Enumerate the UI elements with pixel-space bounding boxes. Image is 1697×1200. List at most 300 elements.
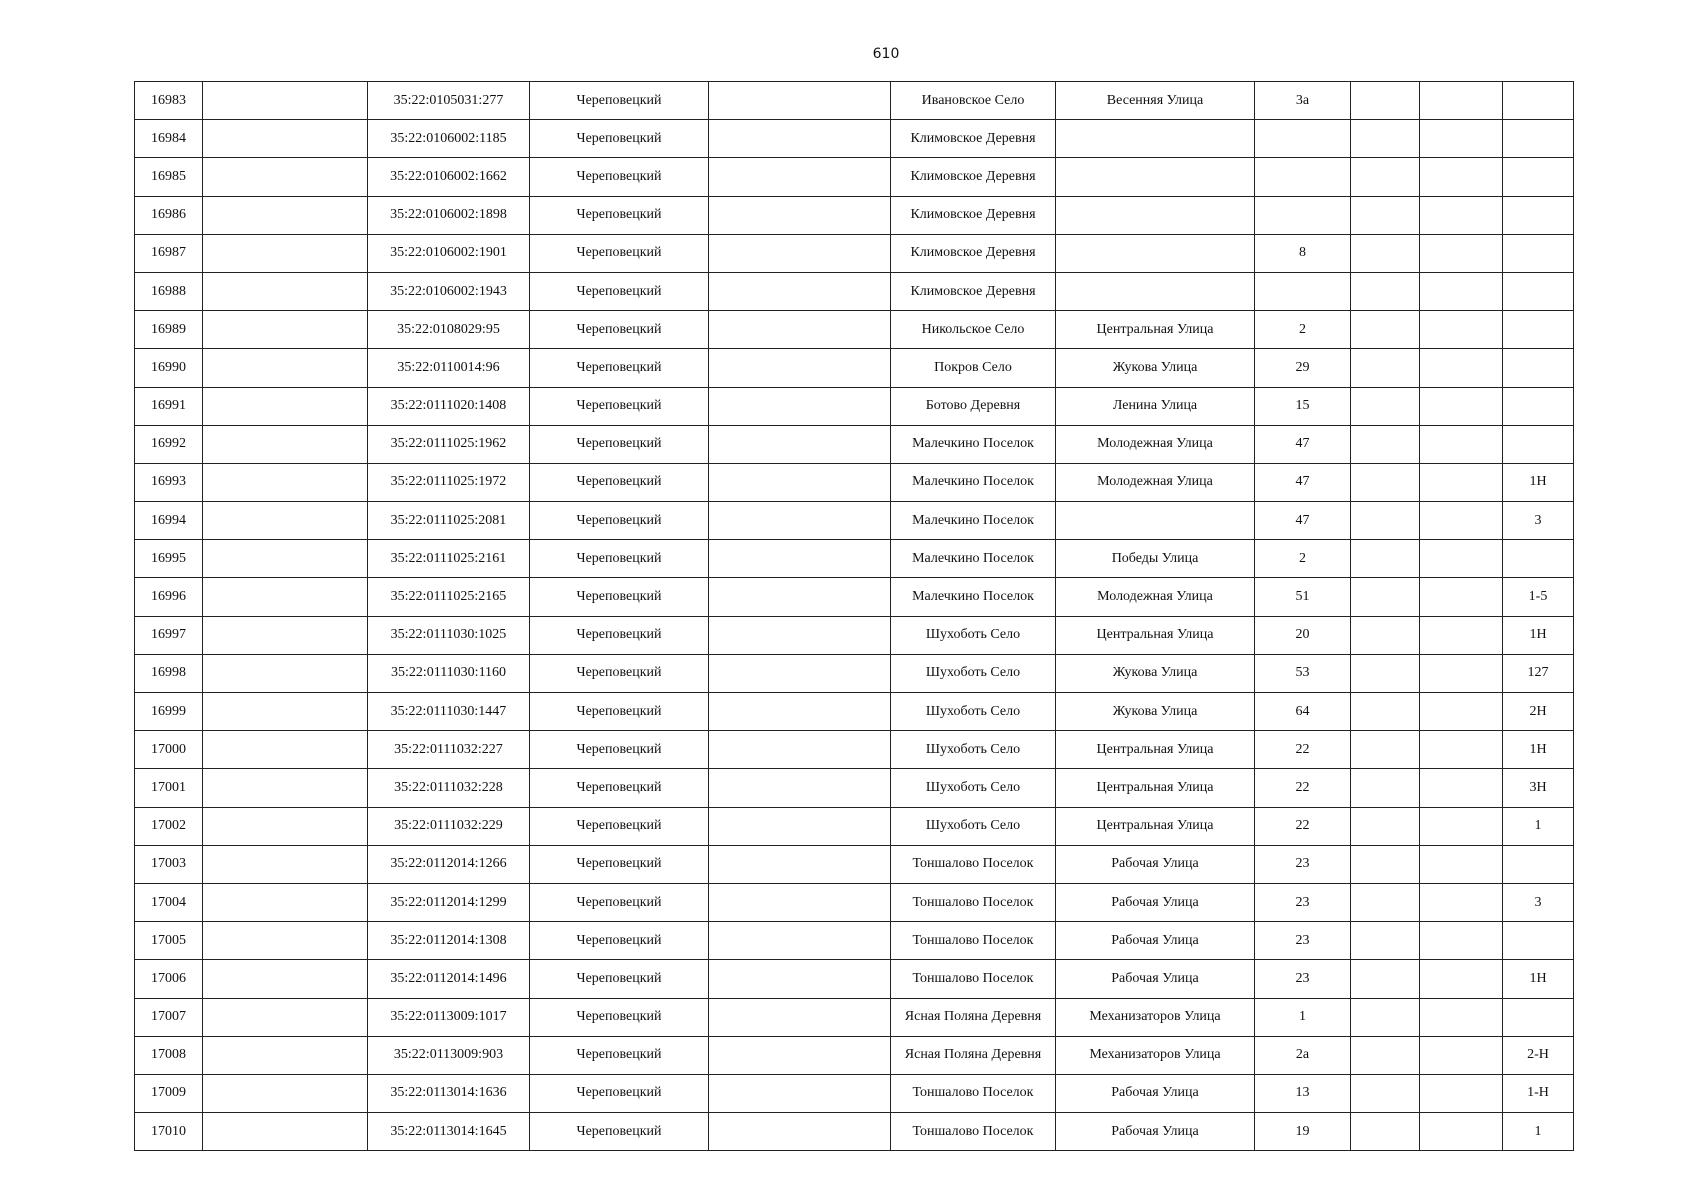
empty-cell: [1351, 540, 1420, 578]
house-number: 51: [1255, 578, 1351, 616]
settlement: Ясная Поляна Деревня: [891, 998, 1056, 1036]
empty-cell: [203, 540, 368, 578]
empty-cell: [203, 349, 368, 387]
table-row: [135, 654, 1574, 692]
empty-cell: [203, 196, 368, 234]
street: Победы Улица: [1056, 540, 1255, 578]
settlement: Тоншалово Поселок: [891, 960, 1056, 998]
empty-cell: [1351, 693, 1420, 731]
street: Механизаторов Улица: [1056, 1036, 1255, 1074]
row-number: 16992: [135, 425, 203, 463]
table-row: [135, 120, 1574, 158]
empty-cell: [1351, 82, 1420, 120]
empty-cell: [709, 883, 891, 921]
house-number: 2: [1255, 311, 1351, 349]
table-row: [135, 272, 1574, 310]
row-number: 16986: [135, 196, 203, 234]
settlement: Ивановское Село: [891, 82, 1056, 120]
empty-cell: [709, 272, 891, 310]
unit-number: [1503, 272, 1574, 310]
settlement: Шухоботь Село: [891, 654, 1056, 692]
empty-cell: [1351, 769, 1420, 807]
settlement: Шухоботь Село: [891, 693, 1056, 731]
street: Рабочая Улица: [1056, 1074, 1255, 1112]
table-row: [135, 540, 1574, 578]
row-number: 16991: [135, 387, 203, 425]
empty-cell: [1420, 845, 1503, 883]
house-number: 53: [1255, 654, 1351, 692]
empty-cell: [1351, 654, 1420, 692]
unit-number: [1503, 120, 1574, 158]
house-number: 47: [1255, 425, 1351, 463]
empty-cell: [1420, 1074, 1503, 1112]
house-number: 23: [1255, 845, 1351, 883]
empty-cell: [1351, 807, 1420, 845]
settlement: Ботово Деревня: [891, 387, 1056, 425]
unit-number: [1503, 387, 1574, 425]
cadastral-number: 35:22:0111025:1962: [368, 425, 530, 463]
empty-cell: [1420, 311, 1503, 349]
row-number: 16996: [135, 578, 203, 616]
district: Череповецкий: [530, 883, 709, 921]
district: Череповецкий: [530, 769, 709, 807]
empty-cell: [1420, 1036, 1503, 1074]
row-number: 17001: [135, 769, 203, 807]
cadastral-number: 35:22:0112014:1496: [368, 960, 530, 998]
empty-cell: [709, 463, 891, 501]
empty-cell: [709, 1113, 891, 1151]
cadastral-number: 35:22:0105031:277: [368, 82, 530, 120]
empty-cell: [1420, 731, 1503, 769]
table-row: [135, 845, 1574, 883]
table-row: [135, 1074, 1574, 1112]
row-number: 16999: [135, 693, 203, 731]
settlement: Тоншалово Поселок: [891, 845, 1056, 883]
district: Череповецкий: [530, 387, 709, 425]
unit-number: [1503, 845, 1574, 883]
empty-cell: [709, 196, 891, 234]
settlement: Климовское Деревня: [891, 120, 1056, 158]
empty-cell: [203, 234, 368, 272]
unit-number: 1Н: [1503, 616, 1574, 654]
cadastral-number: 35:22:0110014:96: [368, 349, 530, 387]
district: Череповецкий: [530, 272, 709, 310]
empty-cell: [203, 158, 368, 196]
empty-cell: [1420, 349, 1503, 387]
row-number: 17010: [135, 1113, 203, 1151]
unit-number: [1503, 922, 1574, 960]
settlement: Тоншалово Поселок: [891, 1074, 1056, 1112]
empty-cell: [1420, 540, 1503, 578]
unit-number: 127: [1503, 654, 1574, 692]
district: Череповецкий: [530, 845, 709, 883]
settlement: Ясная Поляна Деревня: [891, 1036, 1056, 1074]
empty-cell: [1420, 272, 1503, 310]
table-row: [135, 998, 1574, 1036]
table-row: [135, 883, 1574, 921]
empty-cell: [203, 387, 368, 425]
cadastral-number: 35:22:0106002:1943: [368, 272, 530, 310]
table-row: [135, 922, 1574, 960]
cadastral-number: 35:22:0106002:1662: [368, 158, 530, 196]
street: Механизаторов Улица: [1056, 998, 1255, 1036]
cadastral-number: 35:22:0111030:1025: [368, 616, 530, 654]
district: Череповецкий: [530, 654, 709, 692]
row-number: 17009: [135, 1074, 203, 1112]
empty-cell: [203, 922, 368, 960]
district: Череповецкий: [530, 807, 709, 845]
empty-cell: [203, 960, 368, 998]
street: [1056, 272, 1255, 310]
settlement: Никольское Село: [891, 311, 1056, 349]
empty-cell: [1420, 654, 1503, 692]
row-number: 17004: [135, 883, 203, 921]
house-number: 15: [1255, 387, 1351, 425]
unit-number: [1503, 540, 1574, 578]
street: Жукова Улица: [1056, 693, 1255, 731]
empty-cell: [1420, 387, 1503, 425]
cadastral-number: 35:22:0112014:1299: [368, 883, 530, 921]
house-number: 22: [1255, 769, 1351, 807]
empty-cell: [709, 82, 891, 120]
empty-cell: [1420, 463, 1503, 501]
cadastral-number: 35:22:0111025:1972: [368, 463, 530, 501]
table-row: [135, 311, 1574, 349]
cadastral-number: 35:22:0111025:2165: [368, 578, 530, 616]
table-row: [135, 731, 1574, 769]
row-number: 17006: [135, 960, 203, 998]
table-row: [135, 502, 1574, 540]
empty-cell: [1351, 349, 1420, 387]
empty-cell: [203, 425, 368, 463]
street: Жукова Улица: [1056, 654, 1255, 692]
house-number: [1255, 158, 1351, 196]
district: Череповецкий: [530, 1036, 709, 1074]
unit-number: [1503, 158, 1574, 196]
settlement: Малечкино Поселок: [891, 463, 1056, 501]
empty-cell: [1420, 883, 1503, 921]
settlement: Шухоботь Село: [891, 807, 1056, 845]
unit-number: [1503, 425, 1574, 463]
street: Ленина Улица: [1056, 387, 1255, 425]
row-number: 16994: [135, 502, 203, 540]
house-number: 47: [1255, 502, 1351, 540]
empty-cell: [709, 807, 891, 845]
empty-cell: [203, 1036, 368, 1074]
settlement: Шухоботь Село: [891, 731, 1056, 769]
unit-number: 1-5: [1503, 578, 1574, 616]
house-number: 22: [1255, 731, 1351, 769]
empty-cell: [1351, 234, 1420, 272]
unit-number: 1: [1503, 807, 1574, 845]
empty-cell: [1351, 1113, 1420, 1151]
table-row: [135, 196, 1574, 234]
house-number: 22: [1255, 807, 1351, 845]
empty-cell: [709, 158, 891, 196]
street: Центральная Улица: [1056, 769, 1255, 807]
district: Череповецкий: [530, 960, 709, 998]
empty-cell: [203, 1074, 368, 1112]
empty-cell: [1351, 196, 1420, 234]
empty-cell: [709, 311, 891, 349]
row-number: 16983: [135, 82, 203, 120]
row-number: 17003: [135, 845, 203, 883]
unit-number: 1: [1503, 1113, 1574, 1151]
cadastral-number: 35:22:0106002:1185: [368, 120, 530, 158]
unit-number: 2-Н: [1503, 1036, 1574, 1074]
row-number: 16987: [135, 234, 203, 272]
empty-cell: [709, 1074, 891, 1112]
house-number: 29: [1255, 349, 1351, 387]
empty-cell: [709, 425, 891, 463]
unit-number: [1503, 82, 1574, 120]
house-number: [1255, 196, 1351, 234]
empty-cell: [709, 769, 891, 807]
street: Рабочая Улица: [1056, 960, 1255, 998]
house-number: 23: [1255, 883, 1351, 921]
empty-cell: [709, 1036, 891, 1074]
row-number: 16984: [135, 120, 203, 158]
district: Череповецкий: [530, 311, 709, 349]
empty-cell: [709, 731, 891, 769]
district: Череповецкий: [530, 196, 709, 234]
unit-number: 2Н: [1503, 693, 1574, 731]
district: Череповецкий: [530, 425, 709, 463]
settlement: Климовское Деревня: [891, 158, 1056, 196]
street: Молодежная Улица: [1056, 425, 1255, 463]
row-number: 16995: [135, 540, 203, 578]
empty-cell: [1351, 120, 1420, 158]
cadastral-number: 35:22:0106002:1901: [368, 234, 530, 272]
street: Молодежная Улица: [1056, 578, 1255, 616]
empty-cell: [203, 502, 368, 540]
street: Рабочая Улица: [1056, 883, 1255, 921]
house-number: 47: [1255, 463, 1351, 501]
district: Череповецкий: [530, 82, 709, 120]
district: Череповецкий: [530, 158, 709, 196]
empty-cell: [1420, 616, 1503, 654]
empty-cell: [203, 311, 368, 349]
empty-cell: [709, 349, 891, 387]
empty-cell: [203, 1113, 368, 1151]
row-number: 16997: [135, 616, 203, 654]
street: [1056, 120, 1255, 158]
row-number: 16985: [135, 158, 203, 196]
house-number: 64: [1255, 693, 1351, 731]
settlement: Шухоботь Село: [891, 769, 1056, 807]
district: Череповецкий: [530, 616, 709, 654]
row-number: 17005: [135, 922, 203, 960]
empty-cell: [1351, 616, 1420, 654]
unit-number: 1Н: [1503, 731, 1574, 769]
empty-cell: [709, 540, 891, 578]
empty-cell: [203, 845, 368, 883]
table-row: [135, 807, 1574, 845]
house-number: 1: [1255, 998, 1351, 1036]
district: Череповецкий: [530, 922, 709, 960]
district: Череповецкий: [530, 463, 709, 501]
house-number: 3а: [1255, 82, 1351, 120]
cadastral-number: 35:22:0106002:1898: [368, 196, 530, 234]
row-number: 17008: [135, 1036, 203, 1074]
settlement: Тоншалово Поселок: [891, 922, 1056, 960]
empty-cell: [203, 883, 368, 921]
street: [1056, 158, 1255, 196]
table-body: [135, 82, 1574, 1151]
street: [1056, 196, 1255, 234]
district: Череповецкий: [530, 578, 709, 616]
settlement: Тоншалово Поселок: [891, 883, 1056, 921]
settlement: Шухоботь Село: [891, 616, 1056, 654]
empty-cell: [1351, 387, 1420, 425]
empty-cell: [1351, 845, 1420, 883]
row-number: 16988: [135, 272, 203, 310]
district: Череповецкий: [530, 540, 709, 578]
street: Рабочая Улица: [1056, 1113, 1255, 1151]
empty-cell: [709, 654, 891, 692]
empty-cell: [1420, 769, 1503, 807]
empty-cell: [709, 960, 891, 998]
empty-cell: [1420, 425, 1503, 463]
empty-cell: [709, 120, 891, 158]
empty-cell: [203, 807, 368, 845]
table-row: [135, 1113, 1574, 1151]
empty-cell: [203, 272, 368, 310]
district: Череповецкий: [530, 693, 709, 731]
cadastral-number: 35:22:0113009:1017: [368, 998, 530, 1036]
cadastral-number: 35:22:0111030:1160: [368, 654, 530, 692]
table-row: [135, 960, 1574, 998]
unit-number: [1503, 234, 1574, 272]
table-row: [135, 158, 1574, 196]
empty-cell: [1351, 731, 1420, 769]
empty-cell: [1351, 883, 1420, 921]
settlement: Малечкино Поселок: [891, 425, 1056, 463]
empty-cell: [1351, 1036, 1420, 1074]
empty-cell: [709, 998, 891, 1036]
empty-cell: [1420, 807, 1503, 845]
unit-number: 3Н: [1503, 769, 1574, 807]
empty-cell: [1420, 693, 1503, 731]
empty-cell: [203, 769, 368, 807]
settlement: Покров Село: [891, 349, 1056, 387]
cadastral-number: 35:22:0111032:227: [368, 731, 530, 769]
empty-cell: [709, 922, 891, 960]
street: [1056, 502, 1255, 540]
empty-cell: [1351, 158, 1420, 196]
page-number: 610: [872, 46, 900, 62]
district: Череповецкий: [530, 502, 709, 540]
empty-cell: [1420, 998, 1503, 1036]
row-number: 16998: [135, 654, 203, 692]
empty-cell: [1420, 120, 1503, 158]
table-row: [135, 769, 1574, 807]
empty-cell: [709, 845, 891, 883]
table-row: [135, 234, 1574, 272]
street: Центральная Улица: [1056, 807, 1255, 845]
empty-cell: [203, 578, 368, 616]
row-number: 17002: [135, 807, 203, 845]
row-number: 17007: [135, 998, 203, 1036]
cadastral-number: 35:22:0111025:2161: [368, 540, 530, 578]
empty-cell: [1351, 922, 1420, 960]
cadastral-number: 35:22:0111020:1408: [368, 387, 530, 425]
cadastral-number: 35:22:0113014:1636: [368, 1074, 530, 1112]
street: Жукова Улица: [1056, 349, 1255, 387]
settlement: Малечкино Поселок: [891, 540, 1056, 578]
empty-cell: [709, 616, 891, 654]
empty-cell: [203, 731, 368, 769]
cadastral-number: 35:22:0112014:1266: [368, 845, 530, 883]
district: Череповецкий: [530, 731, 709, 769]
empty-cell: [1420, 234, 1503, 272]
house-number: [1255, 120, 1351, 158]
unit-number: 3: [1503, 883, 1574, 921]
empty-cell: [203, 82, 368, 120]
cadastral-number: 35:22:0111032:229: [368, 807, 530, 845]
empty-cell: [1420, 196, 1503, 234]
empty-cell: [1351, 463, 1420, 501]
settlement: Климовское Деревня: [891, 272, 1056, 310]
district: Череповецкий: [530, 349, 709, 387]
street: Центральная Улица: [1056, 731, 1255, 769]
street: Весенняя Улица: [1056, 82, 1255, 120]
unit-number: [1503, 349, 1574, 387]
empty-cell: [203, 693, 368, 731]
empty-cell: [1420, 578, 1503, 616]
empty-cell: [709, 693, 891, 731]
house-number: 2а: [1255, 1036, 1351, 1074]
street: Рабочая Улица: [1056, 922, 1255, 960]
empty-cell: [203, 463, 368, 501]
cadastral-number: 35:22:0111025:2081: [368, 502, 530, 540]
house-number: 13: [1255, 1074, 1351, 1112]
settlement: Малечкино Поселок: [891, 502, 1056, 540]
settlement: Тоншалово Поселок: [891, 1113, 1056, 1151]
settlement: Климовское Деревня: [891, 196, 1056, 234]
house-number: 19: [1255, 1113, 1351, 1151]
empty-cell: [203, 120, 368, 158]
district: Череповецкий: [530, 120, 709, 158]
empty-cell: [1351, 1074, 1420, 1112]
cadastral-number: 35:22:0113014:1645: [368, 1113, 530, 1151]
empty-cell: [1351, 998, 1420, 1036]
house-number: 2: [1255, 540, 1351, 578]
empty-cell: [1351, 502, 1420, 540]
street: Молодежная Улица: [1056, 463, 1255, 501]
empty-cell: [1420, 1113, 1503, 1151]
empty-cell: [1351, 311, 1420, 349]
row-number: 16990: [135, 349, 203, 387]
table-row: [135, 463, 1574, 501]
empty-cell: [1420, 960, 1503, 998]
house-number: 23: [1255, 922, 1351, 960]
cadastral-number: 35:22:0111032:228: [368, 769, 530, 807]
empty-cell: [1420, 502, 1503, 540]
empty-cell: [203, 654, 368, 692]
cadastral-number: 35:22:0113009:903: [368, 1036, 530, 1074]
settlement: Климовское Деревня: [891, 234, 1056, 272]
street: Центральная Улица: [1056, 616, 1255, 654]
empty-cell: [1420, 922, 1503, 960]
table-row: [135, 349, 1574, 387]
district: Череповецкий: [530, 998, 709, 1036]
unit-number: [1503, 998, 1574, 1036]
house-number: 20: [1255, 616, 1351, 654]
table-row: [135, 425, 1574, 463]
empty-cell: [1351, 425, 1420, 463]
empty-cell: [709, 387, 891, 425]
